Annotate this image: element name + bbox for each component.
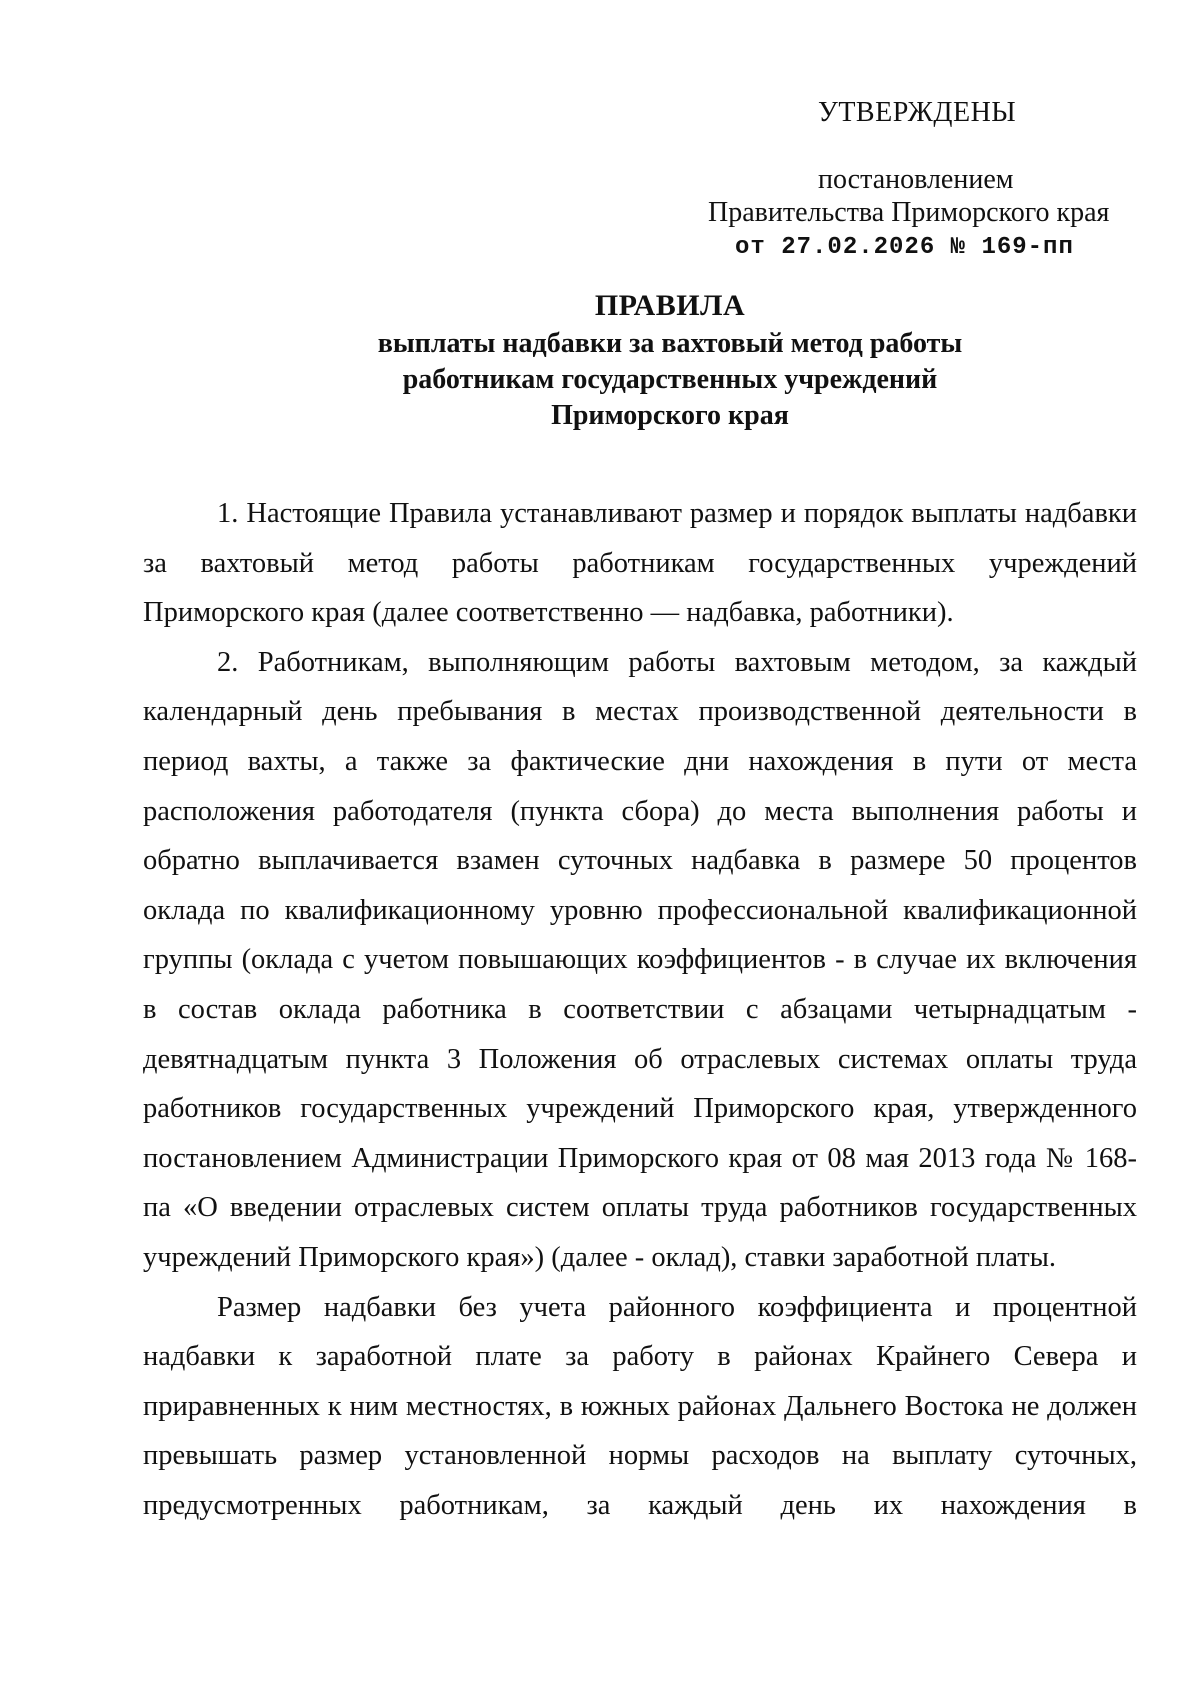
paragraph-3: Размер надбавки без учета районного коэффициента и процентной надбавки к заработной плате за работу в районах Крайнего Севера и приравненных к ним местностях, в южных районах Дальнего Востока не должен превышать размер установленной нормы расходов на выплату суточных, предусмотренных работникам, за каждый день их нахождения в xyxy=(143,1291,1137,1521)
document-title-block xyxy=(200,288,1140,434)
approval-authority: Правительства Приморского края xyxy=(708,197,1110,228)
approval-resolution-label: постановлением xyxy=(818,164,1014,195)
document-title: ПРАВИЛА xyxy=(594,289,746,322)
paragraph-2: 2. Работникам, выполняющим работы вахтовым методом, за каждый календарный день пребывания в местах производственной деятельности в период вахты, а также за фактические дни нахождения в пути от места расположения работодателя (пункта сбора) до места выполнения работы и обратно выплачивается взамен суточных надбавка в размере 50 процентов оклада по квалификационному уровню профессиональной квалификационной группы (оклада с учетом повышающих коэффициентов - в случае их включения в состав оклада работника в соответствии с абзацами четырнадцатым - девятнадцатым пункта 3 Положения об отраслевых системах оплаты труда работников государственных учреждений Приморского края, утвержденного постановлением Администрации Приморского края от 08 мая 2013 года № 168-па «О введении отраслевых систем оплаты труда работников государственных учреждений Приморского края») (далее - оклад), ставки заработной платы. xyxy=(143,646,1137,1273)
document-subtitle-line-3: Приморского края xyxy=(551,400,789,431)
document-subtitle-line-1: выплаты надбавки за вахтовый метод работы xyxy=(377,328,963,359)
document-subtitle-line-2: работникам государственных учреждений xyxy=(402,364,938,395)
paragraph-1: 1. Настоящие Правила устанавливают размер и порядок выплаты надбавки за вахтовый метод работы работникам государственных учреждений Приморского края (далее соответственно — надбавка, работники). xyxy=(143,498,1137,629)
approval-date-number: от 27.02.2026 № 169-пп xyxy=(735,234,1074,261)
approval-heading: УТВЕРЖДЕНЫ xyxy=(818,97,1017,128)
document-body xyxy=(143,489,1137,1530)
